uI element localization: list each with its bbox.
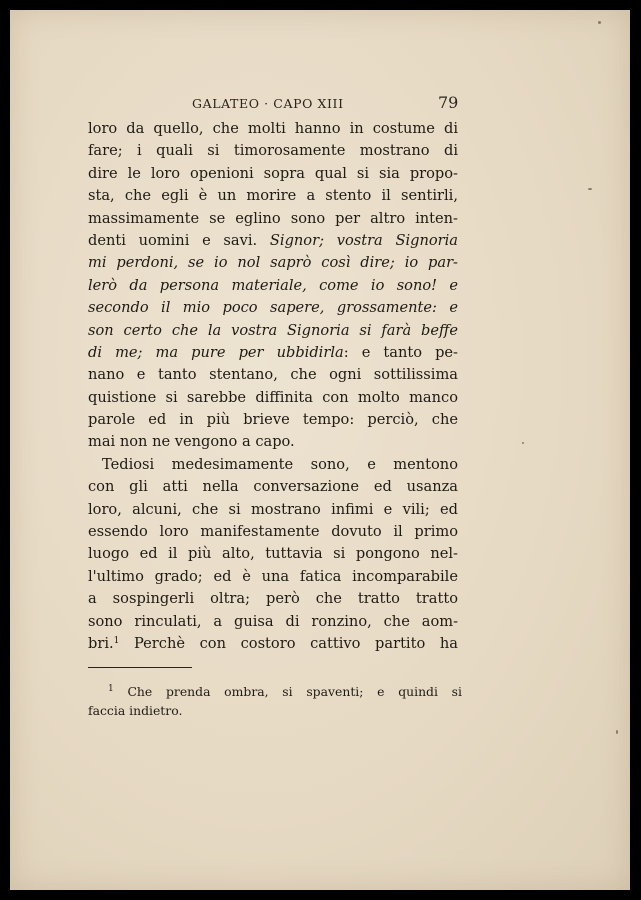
text-line: sta, che egli è un morire a stento il sentirli, [88,187,458,205]
text-line: parole ed in più brieve tempo: perciò, che [88,411,458,429]
footnote-rule [88,667,192,668]
text-italic: di me; ma pure per ubbidirla [88,343,344,361]
text-line: l'ultimo grado; ed è una fatica incomparabile [88,567,458,585]
text-line: a sospingerli oltra; però che tratto tratto [88,590,458,608]
book-page [10,10,630,890]
text-line: essendo loro manifestamente dovuto il primo [88,523,458,541]
footnote-text: Che prenda ombra, si spaventi; e quindi si [113,684,462,699]
text-line-mixed [88,342,458,364]
text-line: dire le loro openioni sopra qual si sia propo- [88,164,458,182]
text-line: massimamente se eglino sono per altro inten- [88,209,458,227]
running-title: GALATEO · CAPO XIII [192,96,344,111]
paper-speck [588,188,592,190]
text-line-italic: mi perdoni, se io nol saprò così dire; io par- [88,254,458,272]
page-number: 79 [438,93,459,112]
footnote-line [88,682,462,701]
text-line-with-note [88,633,458,655]
text-line: mai non ne vengono a capo. [88,433,295,451]
text-line: loro, alcuni, che si mostrano infimi e vili; ed [88,500,458,518]
text-line-italic: lerò da persona materiale, come io sono! e [88,276,458,294]
text-line-italic: son certo che la vostra Signoria si farà beffe [88,321,458,339]
text-roman: : e tanto pe- [343,343,458,361]
text-line-italic: secondo il mio poco sapere, grossamente: e [88,299,458,317]
text-roman: bri. [88,634,114,652]
footnote-marker: 1 [108,684,114,694]
page-header [10,93,630,116]
text-line: nano e tanto stentano, che ogni sottilissima [88,366,458,384]
text-line: con gli atti nella conversazione ed usanza [88,478,458,496]
text-roman: Perchè con costoro cattivo partito ha [119,634,458,652]
footnote [88,682,462,720]
text-line: sono rinculati, a guisa di ronzino, che aom- [88,612,458,630]
text-line: fare; i quali si timorosamente mostrano di [88,142,458,160]
text-italic: Signor; vostra Signoria [269,231,459,249]
text-line: loro da quello, che molti hanno in costume di [88,120,458,137]
footnote-reference: 1 [113,635,120,646]
text-roman: denti uomini e savi. [88,231,258,249]
paper-speck [598,21,601,24]
text-line: Tediosi medesimamente sono, e mentono [102,455,458,473]
body-text [88,118,458,655]
paper-speck [522,442,524,444]
text-line-mixed [88,230,458,252]
footnote-line: faccia indietro. [88,703,183,718]
paper-speck [616,730,618,734]
text-line: quistione si sarebbe diffinita con molto manco [88,388,458,406]
text-line: luogo ed il più alto, tuttavia si pongono nel- [88,545,458,563]
